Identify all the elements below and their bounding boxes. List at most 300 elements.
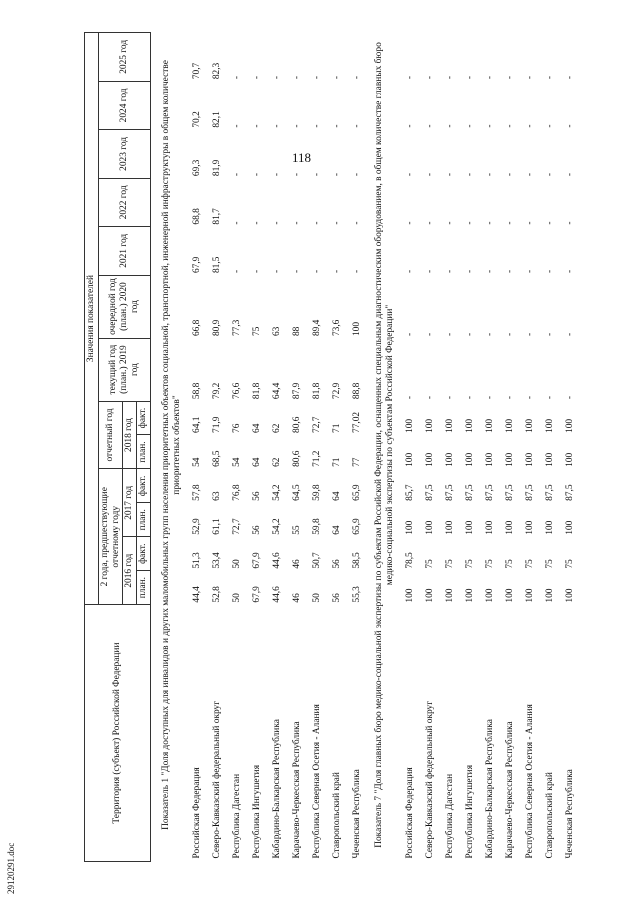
territory-cell: Республика Северная Осетия - Алания — [524, 704, 535, 859]
value-cell: 100 — [484, 418, 495, 433]
value-cell: 69,3 — [192, 159, 203, 177]
table-row — [248, 33, 268, 862]
plan-header: план. — [137, 435, 151, 469]
value-cell: - — [252, 269, 263, 274]
value-cell: 73,6 — [332, 319, 343, 337]
value-cell: 58,8 — [192, 382, 203, 400]
territory-cell: Ставропольский край — [332, 772, 343, 859]
value-cell: - — [504, 124, 515, 128]
year-2025-header: 2025 год — [98, 33, 150, 82]
value-cell: 87,5 — [504, 484, 515, 501]
value-cell: 100 — [464, 520, 475, 535]
value-cell: 46 — [292, 593, 303, 603]
page-number: 118 — [292, 150, 312, 165]
value-cell: 51,3 — [192, 552, 203, 569]
value-cell: - — [524, 395, 535, 400]
value-cell: 82,1 — [212, 111, 223, 128]
value-cell: 81,8 — [252, 382, 263, 400]
value-cell: 100 — [544, 452, 555, 467]
value-cell: 71,9 — [212, 416, 223, 433]
indicators-table — [84, 32, 580, 862]
value-cell: 100 — [444, 418, 455, 433]
value-cell: - — [312, 221, 323, 225]
table-row — [440, 33, 460, 862]
value-cell: 70,2 — [192, 111, 203, 128]
value-cell: 54 — [192, 457, 203, 467]
territory-cell: Российская Федерация — [404, 767, 415, 859]
value-cell: 100 — [404, 418, 415, 433]
value-cell: - — [424, 332, 435, 337]
value-cell: 100 — [564, 418, 575, 433]
value-cell: - — [404, 269, 415, 274]
value-cell: - — [524, 269, 535, 274]
value-cell: 81,5 — [212, 256, 223, 274]
value-cell: - — [504, 76, 515, 80]
value-cell: - — [564, 269, 575, 274]
value-cell: - — [332, 221, 343, 225]
value-cell: - — [292, 221, 303, 225]
value-cell: 77,02 — [352, 411, 363, 433]
value-cell: 61,1 — [212, 518, 223, 535]
value-cell: 77 — [352, 457, 363, 467]
value-cell: - — [464, 172, 475, 177]
current-year-header: текущий год (план.) 2019 год — [98, 338, 150, 401]
territory-cell: Российская Федерация — [192, 767, 203, 859]
value-cell: - — [312, 269, 323, 274]
table-row — [268, 33, 288, 862]
value-cell: 64,1 — [192, 416, 203, 433]
value-cell: - — [484, 76, 495, 80]
value-cell: - — [404, 76, 415, 80]
table-header — [85, 33, 151, 862]
value-cell: - — [544, 395, 555, 400]
table-row — [288, 33, 308, 862]
value-cell: - — [524, 124, 535, 128]
territory-cell: Республика Дагестан — [444, 773, 455, 859]
value-cell: - — [352, 269, 363, 274]
value-cell: 100 — [404, 452, 415, 467]
value-cell: 64 — [332, 525, 343, 535]
value-cell: 71 — [332, 423, 343, 433]
territory-cell: Северо-Кавказский федеральный округ — [212, 700, 223, 859]
table-row — [420, 33, 440, 862]
value-cell: - — [292, 172, 303, 177]
value-cell: 55 — [292, 525, 303, 535]
value-cell: 56 — [252, 525, 263, 535]
value-cell: 81,9 — [212, 159, 223, 177]
value-cell: - — [292, 124, 303, 128]
indicator-title-row — [368, 33, 401, 862]
value-cell: - — [544, 76, 555, 80]
table-row — [328, 33, 348, 862]
value-cell: 100 — [444, 588, 455, 603]
value-cell: 44,6 — [272, 586, 283, 603]
value-cell: 64 — [332, 491, 343, 501]
two-years-header: 2 года, предшествующие отчетному году — [98, 469, 123, 605]
value-cell: - — [292, 269, 303, 274]
value-cell: 62 — [272, 423, 283, 433]
value-cell: - — [464, 332, 475, 337]
value-cell: - — [312, 172, 323, 177]
value-cell: 87,5 — [484, 484, 495, 501]
value-cell: - — [564, 221, 575, 225]
value-cell: - — [312, 76, 323, 80]
value-cell: 44,4 — [192, 586, 203, 603]
year-2016-header: 2016 год — [123, 537, 137, 605]
rotated-table-container — [84, 32, 596, 862]
value-cell: 50,7 — [312, 552, 323, 569]
value-cell: 100 — [464, 418, 475, 433]
value-cell: - — [464, 76, 475, 80]
value-cell: 100 — [484, 520, 495, 535]
value-cell: 100 — [524, 452, 535, 467]
value-cell: 64,5 — [292, 484, 303, 501]
value-cell: 100 — [544, 520, 555, 535]
value-cell: 100 — [524, 520, 535, 535]
value-cell: - — [484, 269, 495, 274]
table-row — [480, 33, 500, 862]
plan-header: план. — [137, 503, 151, 537]
value-cell: 72,7 — [312, 416, 323, 433]
value-cell: 100 — [504, 452, 515, 467]
value-cell: 87,5 — [424, 484, 435, 501]
year-2023-header: 2023 год — [98, 130, 150, 178]
value-cell: 55,3 — [352, 586, 363, 603]
value-cell: 75 — [444, 559, 455, 569]
value-cell: - — [504, 332, 515, 337]
value-cell: - — [444, 124, 455, 128]
value-cell: - — [424, 172, 435, 177]
value-cell: 75 — [524, 559, 535, 569]
value-cell: - — [464, 395, 475, 400]
value-cell: - — [424, 395, 435, 400]
value-cell: - — [332, 269, 343, 274]
value-cell: 77,3 — [232, 319, 243, 337]
value-cell: 63 — [212, 491, 223, 501]
value-cell: 100 — [544, 418, 555, 433]
value-cell: - — [352, 221, 363, 225]
year-2022-header: 2022 год — [98, 178, 150, 226]
value-cell: - — [544, 332, 555, 337]
value-cell: - — [332, 76, 343, 80]
territory-cell: Чеченская Республика — [564, 769, 575, 859]
value-cell: 50 — [232, 559, 243, 569]
value-cell: 75 — [252, 326, 263, 337]
value-cell: 67,9 — [252, 552, 263, 569]
value-cell: - — [484, 221, 495, 225]
value-cell: - — [524, 332, 535, 337]
year-2024-header: 2024 год — [98, 81, 150, 129]
value-cell: 80,6 — [292, 450, 303, 467]
value-cell: 100 — [404, 588, 415, 603]
value-cell: - — [404, 221, 415, 225]
value-cell: 81,7 — [212, 208, 223, 225]
value-cell: 75 — [564, 559, 575, 569]
value-cell: - — [484, 124, 495, 128]
table-row — [540, 33, 560, 862]
value-cell: 100 — [464, 588, 475, 603]
value-cell: - — [424, 76, 435, 80]
value-cell: 71,2 — [312, 450, 323, 467]
value-cell: - — [272, 269, 283, 274]
value-cell: - — [564, 332, 575, 337]
values-header: Значения показателей — [85, 33, 99, 605]
value-cell: - — [444, 172, 455, 177]
value-cell: 100 — [404, 520, 415, 535]
table-row — [208, 33, 228, 862]
next-year-header: очередной год (план.) 2020 год — [98, 275, 150, 338]
value-cell: 100 — [564, 452, 575, 467]
value-cell: 52,8 — [212, 586, 223, 603]
table-row — [228, 33, 248, 862]
value-cell: - — [312, 124, 323, 128]
value-cell: - — [444, 395, 455, 400]
indicator-title-row — [151, 33, 188, 862]
value-cell: - — [464, 221, 475, 225]
value-cell: - — [232, 124, 243, 128]
value-cell: 67,9 — [192, 256, 203, 274]
value-cell: 59,8 — [312, 484, 323, 501]
value-cell: 44,6 — [272, 552, 283, 569]
value-cell: 87,5 — [444, 484, 455, 501]
value-cell: - — [504, 221, 515, 225]
value-cell: 75 — [464, 559, 475, 569]
value-cell: 100 — [424, 452, 435, 467]
value-cell: 87,5 — [564, 484, 575, 501]
value-cell: 71 — [332, 457, 343, 467]
value-cell: - — [484, 395, 495, 400]
value-cell: 82,3 — [212, 62, 223, 80]
value-cell: 56 — [252, 491, 263, 501]
value-cell: - — [544, 124, 555, 128]
value-cell: 72,7 — [232, 518, 243, 535]
value-cell: 70,7 — [192, 62, 203, 80]
value-cell: 75 — [544, 559, 555, 569]
value-cell: - — [424, 269, 435, 274]
value-cell: - — [524, 172, 535, 177]
indicator-title: Показатель 7 "Доля главных бюро медико-социальной экспертизы по субъектам Российской Федерации, оснащенных специальным диагностическим оборудованием, в общем количестве главных бюро медико-социальной экспертизы по субъектам Российской Федерации" — [373, 42, 395, 848]
table-row — [500, 33, 520, 862]
territory-header: Территория (субъект) Российской Федерации — [85, 605, 151, 862]
value-cell: - — [524, 76, 535, 80]
value-cell: - — [544, 172, 555, 177]
value-cell: 79,2 — [212, 382, 223, 400]
value-cell: - — [252, 172, 263, 177]
value-cell: 80,9 — [212, 319, 223, 337]
value-cell: 56 — [332, 559, 343, 569]
value-cell: - — [564, 172, 575, 177]
value-cell: - — [404, 332, 415, 337]
value-cell: - — [444, 332, 455, 337]
plan-header: план. — [137, 571, 151, 605]
value-cell: 100 — [504, 520, 515, 535]
value-cell: 58,5 — [352, 552, 363, 569]
value-cell: 100 — [464, 452, 475, 467]
value-cell: - — [564, 124, 575, 128]
value-cell: - — [352, 172, 363, 177]
table-row — [348, 33, 368, 862]
table-row — [188, 33, 208, 862]
value-cell: - — [272, 221, 283, 225]
value-cell: 64 — [252, 423, 263, 433]
territory-cell: Республика Дагестан — [232, 773, 243, 859]
value-cell: - — [272, 76, 283, 80]
value-cell: 54,2 — [272, 518, 283, 535]
value-cell: 54,2 — [272, 484, 283, 501]
value-cell: 63 — [272, 326, 283, 337]
document-id: 29120291.doc — [6, 842, 16, 894]
value-cell: 89,4 — [312, 319, 323, 337]
value-cell: 87,5 — [464, 484, 475, 501]
value-cell: 100 — [544, 588, 555, 603]
value-cell: 88,8 — [352, 382, 363, 400]
value-cell: 59,8 — [312, 518, 323, 535]
value-cell: 50 — [312, 593, 323, 603]
value-cell: - — [444, 221, 455, 225]
value-cell: 75 — [504, 559, 515, 569]
value-cell: 72,9 — [332, 382, 343, 400]
value-cell: 75 — [484, 559, 495, 569]
fact-header: факт. — [137, 537, 151, 571]
value-cell: 100 — [484, 588, 495, 603]
value-cell: 88 — [292, 326, 303, 337]
value-cell: - — [564, 76, 575, 80]
fact-header: факт. — [137, 469, 151, 503]
value-cell: - — [464, 124, 475, 128]
value-cell: 100 — [444, 520, 455, 535]
report-year-header: отчетный год — [98, 401, 123, 469]
value-cell: - — [424, 221, 435, 225]
value-cell: - — [272, 172, 283, 177]
value-cell: 65,9 — [352, 484, 363, 501]
value-cell: 100 — [504, 418, 515, 433]
territory-cell: Чеченская Республика — [352, 769, 363, 859]
value-cell: 53,4 — [212, 552, 223, 569]
value-cell: - — [232, 221, 243, 225]
value-cell: 100 — [564, 588, 575, 603]
fact-header: факт. — [137, 401, 151, 435]
value-cell: 100 — [524, 418, 535, 433]
value-cell: 100 — [524, 588, 535, 603]
year-2018-header: 2018 год — [123, 401, 137, 469]
value-cell: - — [252, 76, 263, 80]
value-cell: 68,8 — [192, 208, 203, 225]
value-cell: 56 — [332, 593, 343, 603]
value-cell: 100 — [504, 588, 515, 603]
territory-cell: Карачаево-Черкесская Республика — [504, 721, 515, 859]
value-cell: - — [544, 221, 555, 225]
value-cell: 87,9 — [292, 382, 303, 400]
value-cell: 100 — [444, 452, 455, 467]
value-cell: - — [424, 124, 435, 128]
value-cell: - — [252, 124, 263, 128]
value-cell: 85,7 — [404, 484, 415, 501]
value-cell: 66,8 — [192, 319, 203, 337]
value-cell: - — [352, 124, 363, 128]
value-cell: 46 — [292, 559, 303, 569]
value-cell: 100 — [424, 418, 435, 433]
value-cell: - — [352, 76, 363, 80]
territory-cell: Республика Ингушетия — [464, 764, 475, 859]
value-cell: 64,4 — [272, 382, 283, 400]
value-cell: 100 — [424, 520, 435, 535]
value-cell: - — [504, 395, 515, 400]
value-cell: 76,6 — [232, 382, 243, 400]
value-cell: 100 — [424, 588, 435, 603]
value-cell: 57,8 — [192, 484, 203, 501]
value-cell: 52,9 — [192, 518, 203, 535]
value-cell: 76 — [232, 423, 243, 433]
value-cell: - — [232, 76, 243, 80]
value-cell: - — [252, 221, 263, 225]
value-cell: 54 — [232, 457, 243, 467]
value-cell: 81,8 — [312, 382, 323, 400]
value-cell: - — [484, 172, 495, 177]
value-cell: - — [564, 395, 575, 400]
value-cell: - — [464, 269, 475, 274]
year-2021-header: 2021 год — [98, 227, 150, 275]
value-cell: 76,8 — [232, 484, 243, 501]
table-row — [460, 33, 480, 862]
value-cell: 62 — [272, 457, 283, 467]
value-cell: - — [292, 76, 303, 80]
value-cell: - — [232, 269, 243, 274]
value-cell: 87,5 — [524, 484, 535, 501]
table-row — [520, 33, 540, 862]
table-body — [151, 33, 581, 862]
value-cell: 78,5 — [404, 552, 415, 569]
territory-cell: Северо-Кавказский федеральный округ — [424, 700, 435, 859]
value-cell: 50 — [232, 593, 243, 603]
value-cell: 80,6 — [292, 416, 303, 433]
value-cell: - — [404, 124, 415, 128]
value-cell: - — [544, 269, 555, 274]
value-cell: - — [332, 124, 343, 128]
table-row — [308, 33, 328, 862]
value-cell: - — [524, 221, 535, 225]
territory-cell: Кабардино-Балкарская Республика — [272, 719, 283, 859]
value-cell: 100 — [564, 520, 575, 535]
value-cell: 75 — [424, 559, 435, 569]
value-cell: - — [504, 172, 515, 177]
value-cell: - — [504, 269, 515, 274]
territory-cell: Ставропольский край — [544, 772, 555, 859]
value-cell: - — [444, 76, 455, 80]
indicator-title: Показатель 1 "Доля доступных для инвалидов и других маломобильных групп населения приоритетных объектов социальной, транспортной, инженерной инфраструктуры в общем количестве приоритетных объектов" — [161, 60, 183, 830]
year-2017-header: 2017 год — [123, 469, 137, 537]
value-cell: 65,9 — [352, 518, 363, 535]
value-cell: - — [484, 332, 495, 337]
value-cell: 87,5 — [544, 484, 555, 501]
value-cell: - — [404, 395, 415, 400]
table-row — [400, 33, 420, 862]
value-cell: 100 — [352, 321, 363, 337]
table-row — [560, 33, 580, 862]
territory-cell: Республика Северная Осетия - Алания — [312, 704, 323, 859]
value-cell: - — [444, 269, 455, 274]
territory-cell: Карачаево-Черкесская Республика — [292, 721, 303, 859]
value-cell: 64 — [252, 457, 263, 467]
territory-cell: Республика Ингушетия — [252, 764, 263, 859]
value-cell: - — [272, 124, 283, 128]
value-cell: 100 — [484, 452, 495, 467]
territory-cell: Кабардино-Балкарская Республика — [484, 719, 495, 859]
value-cell: - — [332, 172, 343, 177]
value-cell: 68,5 — [212, 450, 223, 467]
value-cell: 67,9 — [252, 586, 263, 603]
value-cell: - — [404, 172, 415, 177]
value-cell: - — [232, 172, 243, 177]
